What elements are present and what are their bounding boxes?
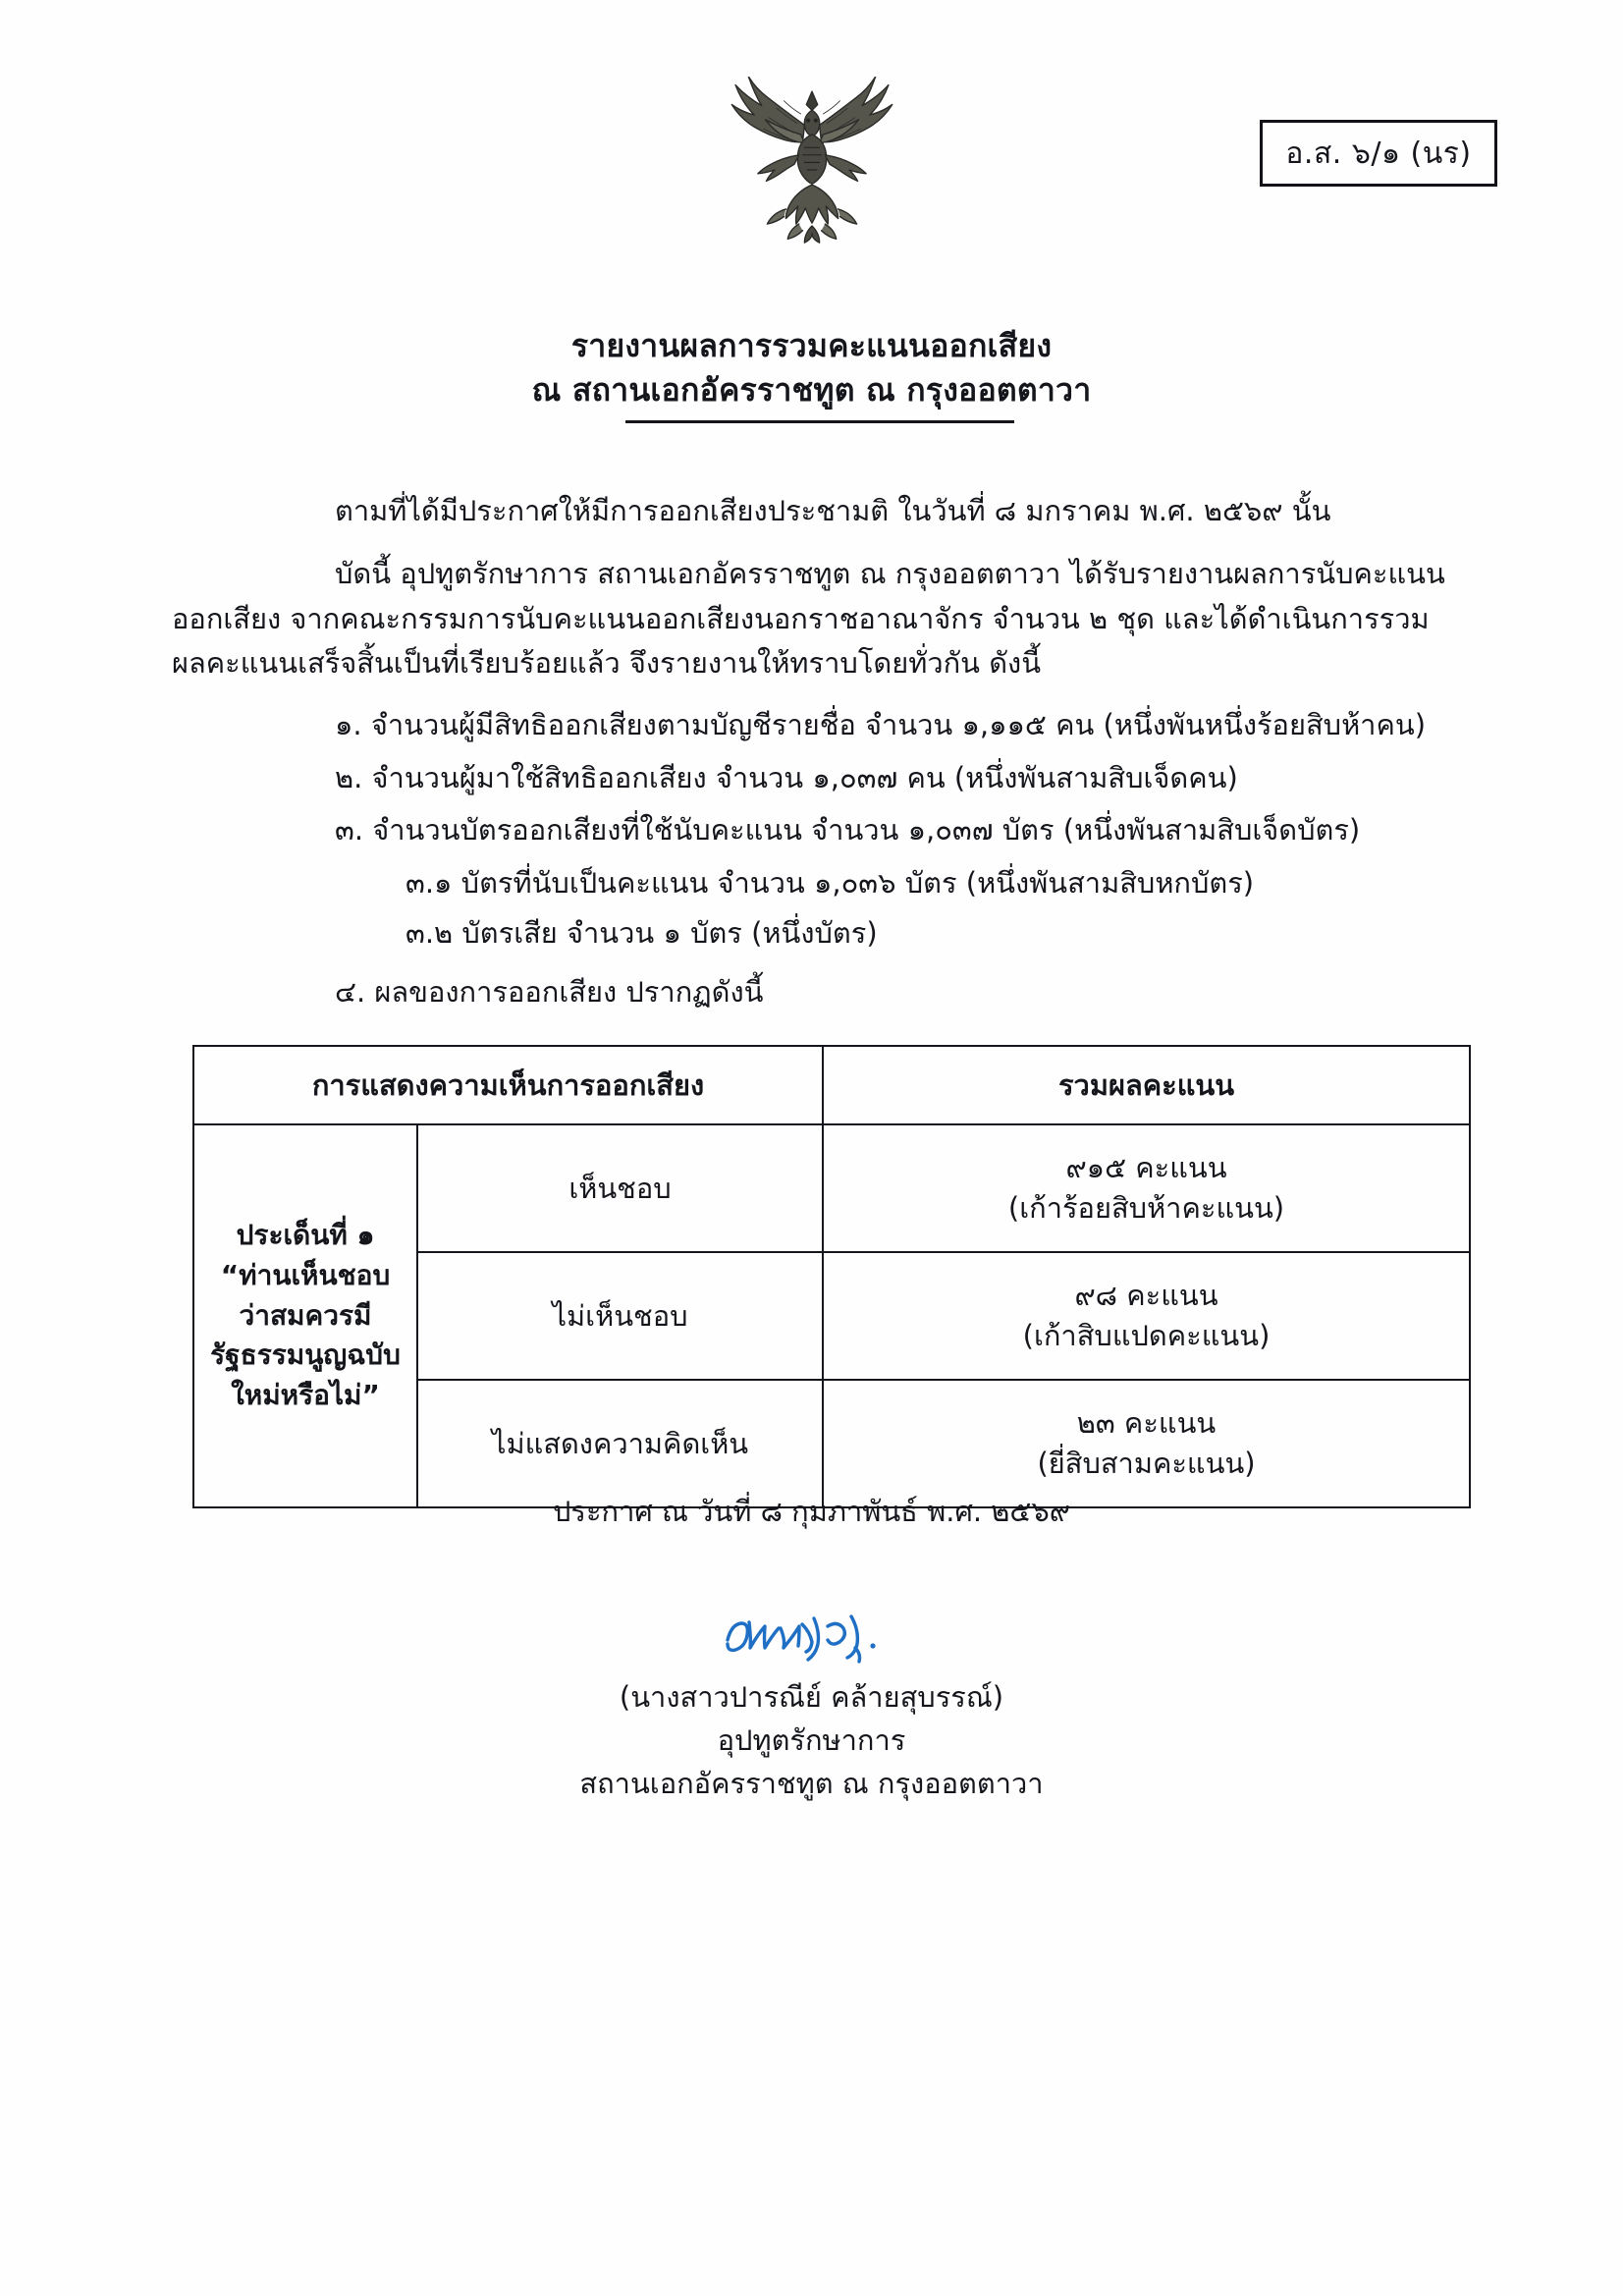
signer-position: อุปทูตรักษาการ — [717, 1723, 906, 1758]
results-list — [172, 704, 1448, 1013]
table-row — [193, 1124, 1470, 1252]
table-header-opinion: การแสดงความเห็นการออกเสียง — [193, 1046, 823, 1124]
list-item-valid-ballots: ๓.๑ บัตรที่นับเป็นคะแนน จำนวน ๑,๐๓๖ บัตร (หนึ่งพันสามสิบหกบัตร) — [406, 865, 1255, 900]
paragraph-report: บัดนี้ อุปทูตรักษาการ สถานเอกอัครราชทูต ณ กรุงออตตาวา ได้รับรายงานผลการนับคะแนนออกเสียง จากคณะกรรมการนับคะแนนออกเสียงนอกราชอาณาจักร จำนวน ๒ ชุด และได้ดำเนินการรวมผลคะแนนเสร็จสิ้นเป็นที่เรียบร้อยแล้ว จึงรายงานให้ทราบโดยทั่วกัน ดังนี้ — [172, 556, 1445, 681]
score-words: (ยี่สิบสามคะแนน) — [1037, 1447, 1256, 1480]
results-table-container — [192, 1045, 1469, 1508]
document-body — [172, 489, 1448, 1023]
score-words: (เก้าร้อยสิบห้าคะแนน) — [1007, 1191, 1285, 1225]
form-code-text: อ.ส. ๖/๑ (นร) — [1285, 136, 1472, 171]
table-body — [193, 1124, 1470, 1507]
title-divider — [625, 420, 1014, 423]
list-item-spoiled-ballots: ๓.๒ บัตรเสีย จำนวน ๑ บัตร (หนึ่งบัตร) — [406, 916, 878, 951]
score-numeric: ๙๘ คะแนน — [1074, 1278, 1218, 1312]
table-header-score: รวมผลคะแนน — [823, 1046, 1470, 1124]
table-cell-issue-label: ประเด็นที่ ๑ “ท่านเห็นชอบ ว่าสมควรมี รัฐธรรมนูญฉบับ ใหม่หรือไม่” — [193, 1124, 417, 1507]
garuda-emblem — [719, 77, 905, 263]
list-item-voters-turnout: ๒. จำนวนผู้มาใช้สิทธิออกเสียง จำนวน ๑,๐๓๗ คน (หนึ่งพันสามสิบเจ็ดคน) — [335, 760, 1238, 794]
signer-office: สถานเอกอัครราชทูต ณ กรุงออตตาวา — [579, 1767, 1044, 1801]
paragraph-intro: ตามที่ได้มีประกาศให้มีการออกเสียงประชามติ ในวันที่ ๘ มกราคม พ.ศ. ๒๕๖๙ นั้น — [335, 494, 1331, 527]
table-cell-opinion: ไม่แสดงความคิดเห็น — [417, 1380, 823, 1507]
signature-block — [0, 1601, 1623, 1805]
score-numeric: ๒๓ คะแนน — [1076, 1405, 1217, 1440]
table-cell-score — [823, 1124, 1470, 1252]
table-header-row — [193, 1046, 1470, 1124]
table-cell-opinion: ไม่เห็นชอบ — [417, 1252, 823, 1380]
list-item-eligible-voters: ๑. จำนวนผู้มีสิทธิออกเสียงตามบัญชีรายชื่อ จำนวน ๑,๑๑๕ คน (หนึ่งพันหนึ่งร้อยสิบห้าคน) — [335, 708, 1427, 742]
handwritten-signature — [0, 1601, 1623, 1675]
announcement-date: ประกาศ ณ วันที่ ๘ กุมภาพันธ์ พ.ศ. ๒๕๖๙ — [552, 1495, 1070, 1528]
title-line-2: ณ สถานเอกอัครราชทูต ณ กรุงออตตาวา — [531, 371, 1092, 410]
score-words: (เก้าสิบแปดคะแนน) — [1022, 1319, 1271, 1352]
title-line-1: รายงานผลการรวมคะแนนออกเสียง — [570, 327, 1053, 364]
list-item-voting-results: ๔. ผลของการออกเสียง ปรากฏดังนี้ — [335, 974, 764, 1009]
page-title — [0, 324, 1623, 413]
form-code-box — [1260, 120, 1497, 187]
list-item-ballots-counted: ๓. จำนวนบัตรออกเสียงที่ใช้นับคะแนน จำนวน ๑,๐๓๗ บัตร (หนึ่งพันสามสิบเจ็ดบัตร) — [335, 813, 1361, 847]
table-cell-opinion: เห็นชอบ — [417, 1124, 823, 1252]
signer-name: (นางสาวปารณีย์ คล้ายสุบรรณ์) — [619, 1680, 1004, 1714]
results-table — [192, 1045, 1471, 1508]
score-numeric: ๙๑๕ คะแนน — [1065, 1150, 1227, 1184]
table-cell-score — [823, 1252, 1470, 1380]
